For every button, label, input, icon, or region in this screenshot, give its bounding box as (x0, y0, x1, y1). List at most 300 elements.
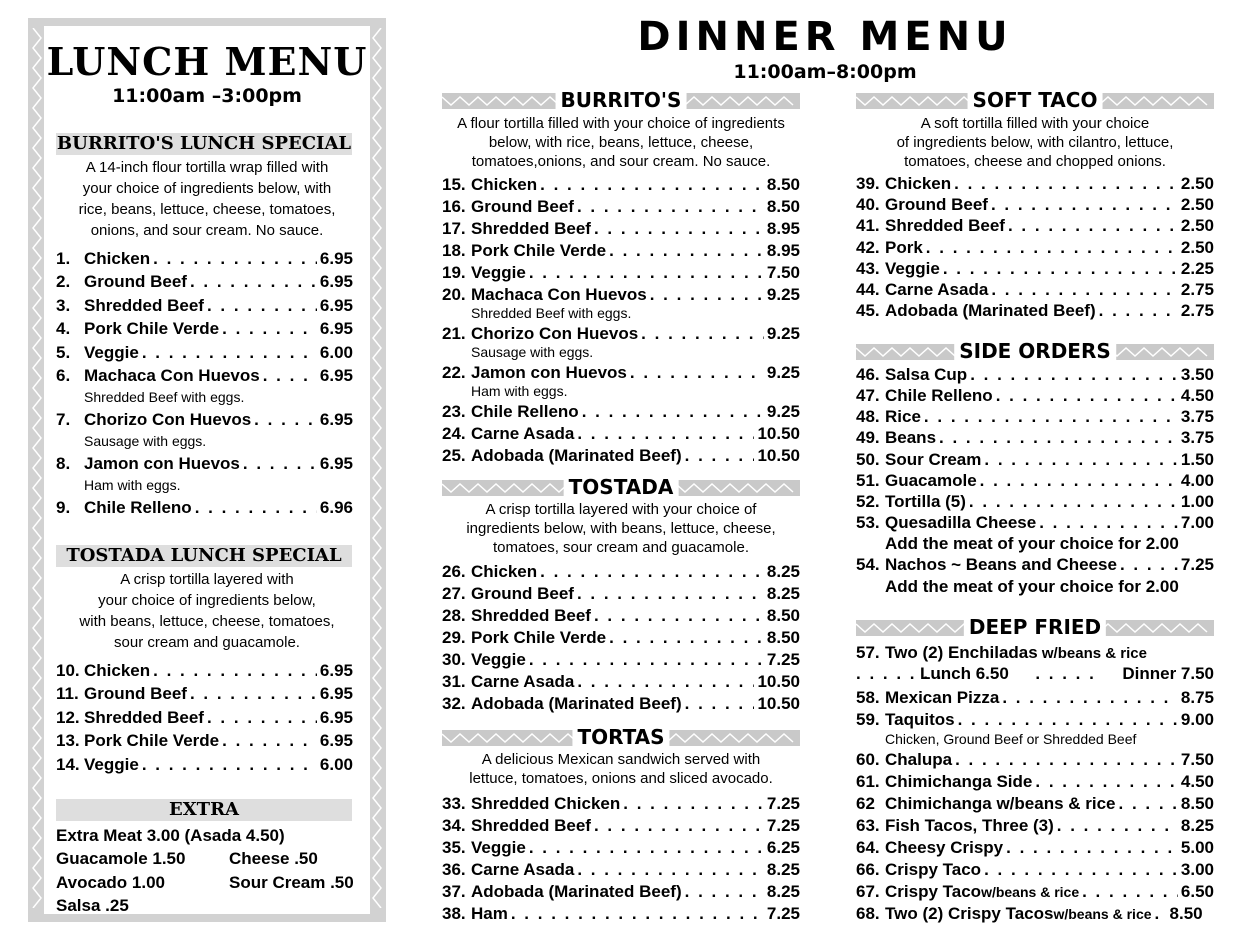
dot-leader (991, 279, 1178, 301)
item-price: 6.50 (1180, 882, 1214, 901)
item-price: 9.25 (766, 285, 800, 304)
item-price: 6.00 (319, 343, 353, 362)
item-name: Shredded Chicken (471, 794, 621, 813)
item-name: Pork Chile Verde (471, 628, 607, 647)
menu-item (442, 423, 800, 445)
menu-item (856, 385, 1214, 407)
item-number: 64. (856, 838, 880, 857)
menu-item (56, 271, 353, 293)
item-number: 30. (442, 650, 466, 669)
item-name: Ground Beef (885, 195, 988, 214)
menu-item (442, 903, 800, 925)
menu-item (856, 837, 1214, 859)
item-name: Ground Beef (84, 272, 187, 291)
dinner-tostada-desc-2: ingredients below, with beans, lettuce, cheese, (466, 520, 776, 537)
menu-item (442, 240, 800, 262)
item-price: 2.50 (1180, 238, 1214, 257)
item-number: 43. (856, 259, 880, 278)
menu-item (442, 583, 800, 605)
dot-leader (1002, 687, 1178, 709)
enchiladas-prices (856, 663, 1214, 685)
item-price: 3.75 (1180, 428, 1214, 447)
item-name: Ham (471, 904, 508, 923)
dinner-soft-taco-desc-1: A soft tortilla filled with your choice (920, 115, 1150, 132)
item-price: 6.95 (319, 366, 353, 385)
dot-leader (996, 385, 1178, 407)
menu-item (856, 749, 1214, 771)
dinner-tortas-desc-1: A delicious Mexican sandwich served with (481, 751, 761, 768)
item-name: Chorizo Con Huevos (84, 410, 252, 429)
dot-leader (924, 406, 1178, 428)
dot-leader (190, 683, 317, 705)
item-price: 8.25 (766, 882, 800, 901)
menu-item (856, 815, 1214, 837)
menu-item (56, 497, 353, 519)
header-label: TORTAS (572, 725, 669, 749)
lunch-menu-title: LUNCH MENU (46, 39, 368, 84)
item-price: 9.25 (766, 324, 800, 343)
dinner-price: Dinner 7.50 (1122, 664, 1214, 683)
menu-item (442, 174, 800, 196)
item-price: 1.50 (1180, 450, 1214, 469)
item-number: 21. (442, 324, 466, 343)
item-name: Taquitos (885, 710, 955, 729)
item-price: 7.25 (766, 650, 800, 669)
item-number: 14. (56, 755, 80, 774)
item-name: Chimichanga Side (885, 772, 1033, 791)
item-price: 2.50 (1180, 195, 1214, 214)
item-price: 6.95 (319, 454, 353, 473)
dot-leader (1082, 881, 1178, 903)
header-label: TOSTADA (564, 475, 679, 499)
item-number: 39. (856, 174, 880, 193)
item-price: 6.95 (319, 249, 353, 268)
item-number: 47. (856, 386, 880, 405)
menu-item (442, 649, 800, 671)
item-price: 7.50 (766, 263, 800, 282)
item-name: Adobada (Marinated Beef) (885, 301, 1096, 320)
dot-leader (582, 401, 764, 423)
item-price: 2.50 (1180, 216, 1214, 235)
menu-item (442, 196, 800, 218)
item-name: Shredded Beef (471, 606, 591, 625)
item-name: Chorizo Con Huevos (471, 324, 639, 343)
item-number: 51. (856, 471, 880, 490)
item-name: Adobada (Marinated Beef) (471, 446, 682, 465)
item-number: 19. (442, 263, 466, 282)
extra-sour-cream: Sour Cream .50 (229, 873, 354, 892)
item-price: 7.25 (1180, 555, 1214, 574)
item-price: 9.25 (766, 402, 800, 421)
item-name: Ground Beef (471, 197, 574, 216)
lunch-burrito-desc-1: A 14-inch flour tortilla wrap filled with (85, 159, 329, 176)
extra-cheese: Cheese .50 (229, 849, 318, 868)
item-name: Veggie (885, 259, 940, 278)
item-price: 6.95 (319, 272, 353, 291)
item-price: 7.25 (766, 904, 800, 923)
dot-leader (984, 449, 1178, 471)
dot-leader (1006, 837, 1178, 859)
lunch-hours: 11:00am –3:00pm (112, 85, 302, 107)
lunch-burrito-desc-2: your choice of ingredients below, with (82, 180, 332, 197)
item-number: 32. (442, 694, 466, 713)
item-name: Machaca Con Huevos (84, 366, 260, 385)
menu-item (56, 365, 353, 387)
dot-leader (955, 749, 1178, 771)
menu-item (856, 771, 1214, 793)
item-number: 44. (856, 280, 880, 299)
item-price: 2.75 (1180, 280, 1214, 299)
dot-leader (970, 364, 1178, 386)
item-price: 6.95 (319, 731, 353, 750)
menu-item (56, 754, 353, 776)
dot-leader (991, 194, 1178, 216)
dot-leader (222, 318, 317, 340)
item-number: 23. (442, 402, 466, 421)
lunch-burrito-header: BURRITO'S LUNCH SPECIAL (56, 133, 352, 154)
item-name: Chicken (471, 175, 538, 194)
menu-item (442, 284, 800, 306)
item-name: Pork Chile Verde (471, 241, 607, 260)
item-name: Shredded Beef (84, 296, 204, 315)
dot-leader (943, 258, 1178, 280)
item-name: Nachos ~ Beans and Cheese (885, 555, 1117, 574)
item-note: Ham with eggs. (471, 383, 568, 399)
add-meat-note: Add the meat of your choice for 2.00 (885, 534, 1179, 553)
extra-header: EXTRA (56, 799, 352, 821)
item-number: 18. (442, 241, 466, 260)
item-number: 37. (442, 882, 466, 901)
item-name: Shredded Beef (885, 216, 1005, 235)
item-name: Two (2) Crispy Tacos (885, 904, 1054, 923)
item-name: Cheesy Crispy (885, 838, 1004, 857)
item-name: Shredded Beef (471, 219, 591, 238)
menu-item (442, 693, 800, 715)
menu-item (856, 173, 1214, 195)
item-number: 2. (56, 272, 71, 291)
item-price: 8.50 (766, 628, 800, 647)
item-name: Carne Asada (471, 672, 575, 691)
item-number: 60. (856, 750, 880, 769)
dot-leader (969, 491, 1178, 513)
dot-leader (685, 445, 755, 467)
dot-leader (1008, 215, 1178, 237)
item-number: 38. (442, 904, 466, 923)
item-price: 6.96 (319, 498, 353, 517)
item-price: 8.95 (766, 241, 800, 260)
dot-leader (529, 649, 764, 671)
item-number: 31. (442, 672, 466, 691)
dot-leader (529, 837, 764, 859)
item-price: 3.50 (1180, 365, 1214, 384)
dinner-soft-taco-desc-2: of ingredients below, with cilantro, lettuce, (896, 134, 1174, 151)
item-name: Salsa Cup (885, 365, 968, 384)
dot-leader (207, 295, 317, 317)
dinner-menu-title: DINNER MENU (637, 14, 1013, 60)
menu-item (442, 627, 800, 649)
item-number: 16. (442, 197, 466, 216)
item-number: 4. (56, 319, 71, 338)
dot-leader (254, 409, 317, 431)
item-name: Machaca Con Huevos (471, 285, 647, 304)
item-name: Crispy Taco (885, 860, 982, 879)
dot-leader (577, 196, 764, 218)
item-price: 6.25 (766, 838, 800, 857)
dot-leader (594, 815, 764, 837)
item-name: Chicken (84, 661, 151, 680)
item-number: 20. (442, 285, 466, 304)
item-price: 10.50 (757, 672, 800, 691)
dot-leader (540, 174, 764, 196)
item-price: 8.50 (766, 175, 800, 194)
item-name: Guacamole (885, 471, 977, 490)
item-number: 13. (56, 731, 80, 750)
menu-item (856, 687, 1214, 709)
dot-leader (926, 237, 1178, 259)
item-price: 3.75 (1180, 407, 1214, 426)
menu-item (442, 401, 800, 423)
dot-leader (1099, 300, 1178, 322)
dinner-tortas-header (442, 727, 800, 749)
item-name: Carne Asada (471, 860, 575, 879)
item-note: Chicken, Ground Beef or Shredded Beef (885, 731, 1137, 747)
menu-item (856, 449, 1214, 471)
dot-leader (577, 583, 764, 605)
dot-leader (641, 323, 764, 345)
menu-item (442, 671, 800, 693)
item-number: 34. (442, 816, 466, 835)
item-price: 8.75 (1180, 688, 1214, 707)
menu-item (442, 793, 800, 815)
lunch-tostada-desc-4: sour cream and guacamole. (114, 634, 300, 651)
dinner-burrito-desc-2: below, with rice, beans, lettuce, cheese, (488, 134, 754, 151)
header-label: BURRITO'S (556, 88, 687, 112)
item-price: 2.50 (1180, 174, 1214, 193)
header-label: SIDE ORDERS (954, 339, 1116, 363)
item-number: 25. (442, 446, 466, 465)
item-price: 6.95 (319, 708, 353, 727)
dot-leader (685, 881, 764, 903)
lunch-menu-panel (28, 18, 386, 922)
item-number: 12. (56, 708, 80, 727)
item-name: Veggie (471, 263, 526, 282)
item-price: 8.50 (766, 606, 800, 625)
item-price: 10.50 (757, 424, 800, 443)
dot-leader (1155, 903, 1167, 925)
item-name: Veggie (471, 838, 526, 857)
dot-leader (153, 660, 317, 682)
item-number: 3. (56, 296, 71, 315)
zigzag-border-left (31, 28, 43, 908)
lunch-tostada-desc-2: your choice of ingredients below, (98, 592, 316, 609)
menu-item (856, 793, 1214, 815)
item-name: Veggie (84, 755, 139, 774)
item-price: 4.00 (1180, 471, 1214, 490)
menu-item (856, 364, 1214, 386)
item-suffix: w/beans & rice (981, 884, 1080, 900)
dot-leader (623, 793, 764, 815)
item-number: 15. (442, 175, 466, 194)
item-number: 1. (56, 249, 71, 268)
dinner-hours: 11:00am–8:00pm (733, 61, 917, 83)
item-price: 7.25 (766, 816, 800, 835)
menu-item (856, 300, 1214, 322)
menu-item (856, 709, 1214, 731)
dinner-soft-taco-desc-3: tomatoes, cheese and chopped onions. (904, 153, 1166, 170)
item-price: 5.00 (1180, 838, 1214, 857)
lunch-price: Lunch 6.50 (920, 664, 1009, 683)
dot-leader (594, 218, 764, 240)
item-number: 9. (56, 498, 71, 517)
item-number: 54. (856, 555, 880, 574)
dot-leader (1057, 815, 1178, 837)
item-name: Quesadilla Cheese (885, 513, 1037, 532)
lunch-tostada-header: TOSTADA LUNCH SPECIAL (56, 545, 352, 567)
menu-item (856, 406, 1214, 428)
dot-leader (142, 754, 317, 776)
item-number: 10. (56, 661, 80, 680)
item-name: Jamon con Huevos (84, 454, 240, 473)
dot-leader (980, 470, 1178, 492)
item-number: 8. (56, 454, 71, 473)
menu-item (56, 318, 353, 340)
item-name: Ground Beef (84, 684, 187, 703)
header-label: DEEP FRIED (964, 615, 1106, 639)
menu-item (856, 215, 1214, 237)
extra-avocado: Avocado 1.00 (56, 873, 165, 892)
dot-leader (650, 284, 764, 306)
dot-leader (243, 453, 317, 475)
item-number: 48. (856, 407, 880, 426)
item-number: 68. (856, 904, 880, 923)
item-price: 9.25 (766, 363, 800, 382)
menu-item (856, 258, 1214, 280)
item-price: 10.50 (757, 694, 800, 713)
menu-item (856, 881, 1214, 903)
item-number: 63. (856, 816, 880, 835)
item-price: 7.00 (1180, 513, 1214, 532)
item-number: 24. (442, 424, 466, 443)
item-number: 22. (442, 363, 466, 382)
menu-item (56, 683, 353, 705)
item-price: 8.95 (766, 219, 800, 238)
lunch-tostada-desc-1: A crisp tortilla layered with (120, 571, 294, 588)
dinner-burrito-desc-3: tomatoes,onions, and sour cream. No sauce. (471, 153, 771, 170)
dinner-tostada-desc-1: A crisp tortilla layered with your choice of (485, 501, 757, 518)
item-number: 26. (442, 562, 466, 581)
item-name: Carne Asada (471, 424, 575, 443)
item-price: 7.25 (766, 794, 800, 813)
menu-item (56, 248, 353, 270)
item-name: Chicken (471, 562, 538, 581)
menu-item (442, 445, 800, 467)
item-name: Shredded Beef (84, 708, 204, 727)
menu-item (856, 237, 1214, 259)
item-price: 6.00 (319, 755, 353, 774)
dot-leader: . . . . . (1035, 664, 1096, 683)
dot-leader (222, 730, 317, 752)
item-name: Adobada (Marinated Beef) (471, 694, 682, 713)
item-number: 42. (856, 238, 880, 257)
menu-item (856, 279, 1214, 301)
item-name: Pork (885, 238, 923, 257)
menu-item (856, 194, 1214, 216)
menu-item (442, 262, 800, 284)
item-number: 7. (56, 410, 71, 429)
item-number: 36. (442, 860, 466, 879)
menu-item (856, 491, 1214, 513)
item-name: Chile Relleno (471, 402, 579, 421)
dot-leader (511, 903, 764, 925)
menu-item (856, 903, 1214, 925)
add-meat-note: Add the meat of your choice for 2.00 (885, 577, 1179, 596)
header-label: SOFT TACO (968, 88, 1103, 112)
item-note: Sausage with eggs. (471, 344, 594, 360)
item-number: 11. (56, 684, 79, 703)
item-price: 6.95 (319, 410, 353, 429)
item-price: 2.75 (1180, 301, 1214, 320)
menu-item (442, 362, 800, 384)
item-price: 8.50 (766, 197, 800, 216)
item-number: 17. (442, 219, 466, 238)
menu-item (442, 323, 800, 345)
item-name: Pork Chile Verde (84, 731, 220, 750)
dot-leader (263, 365, 317, 387)
dot-leader (1120, 554, 1178, 576)
item-number: 53. (856, 513, 880, 532)
item-name: Mexican Pizza (885, 688, 1000, 707)
item-note: Sausage with eggs. (84, 433, 207, 449)
menu-item (56, 409, 353, 431)
dot-leader (529, 262, 764, 284)
item-price: 6.95 (319, 319, 353, 338)
dot-leader (609, 627, 764, 649)
dot-leader (630, 362, 764, 384)
item-number: 41. (856, 216, 880, 235)
item-name: Jamon con Huevos (471, 363, 627, 382)
menu-item (442, 837, 800, 859)
menu-item (56, 295, 353, 317)
menu-item (856, 859, 1214, 881)
dinner-deep-fried-header (856, 617, 1214, 639)
item-price: 3.00 (1180, 860, 1214, 879)
item-name: Crispy Taco (885, 882, 982, 901)
item-price: 8.25 (766, 584, 800, 603)
item-name: Chile Relleno (84, 498, 192, 517)
item-number: 27. (442, 584, 466, 603)
item-note: Ham with eggs. (84, 477, 181, 493)
item-name: Veggie (471, 650, 526, 669)
item-note: Shredded Beef with eggs. (471, 305, 632, 321)
menu-item (442, 881, 800, 903)
menu-item (442, 561, 800, 583)
dot-leader (540, 561, 764, 583)
menu-item (56, 342, 353, 364)
dinner-tostada-desc-3: tomatoes, sour cream and guacamole. (493, 539, 749, 556)
item-name: Rice (885, 407, 921, 426)
dinner-soft-taco-header (856, 90, 1214, 112)
item-name: Ground Beef (471, 584, 574, 603)
item-number: 35. (442, 838, 466, 857)
lunch-menu-content (44, 26, 370, 914)
item-name: Sour Cream (885, 450, 982, 469)
item-name: Chile Relleno (885, 386, 993, 405)
extra-meat: Extra Meat 3.00 (Asada 4.50) (56, 826, 285, 845)
item-price: 8.50 (1169, 904, 1203, 923)
dot-leader (577, 671, 754, 693)
item-number: 6. (56, 366, 71, 385)
lunch-burrito-desc-3: rice, beans, lettuce, cheese, tomatoes, (78, 201, 336, 218)
